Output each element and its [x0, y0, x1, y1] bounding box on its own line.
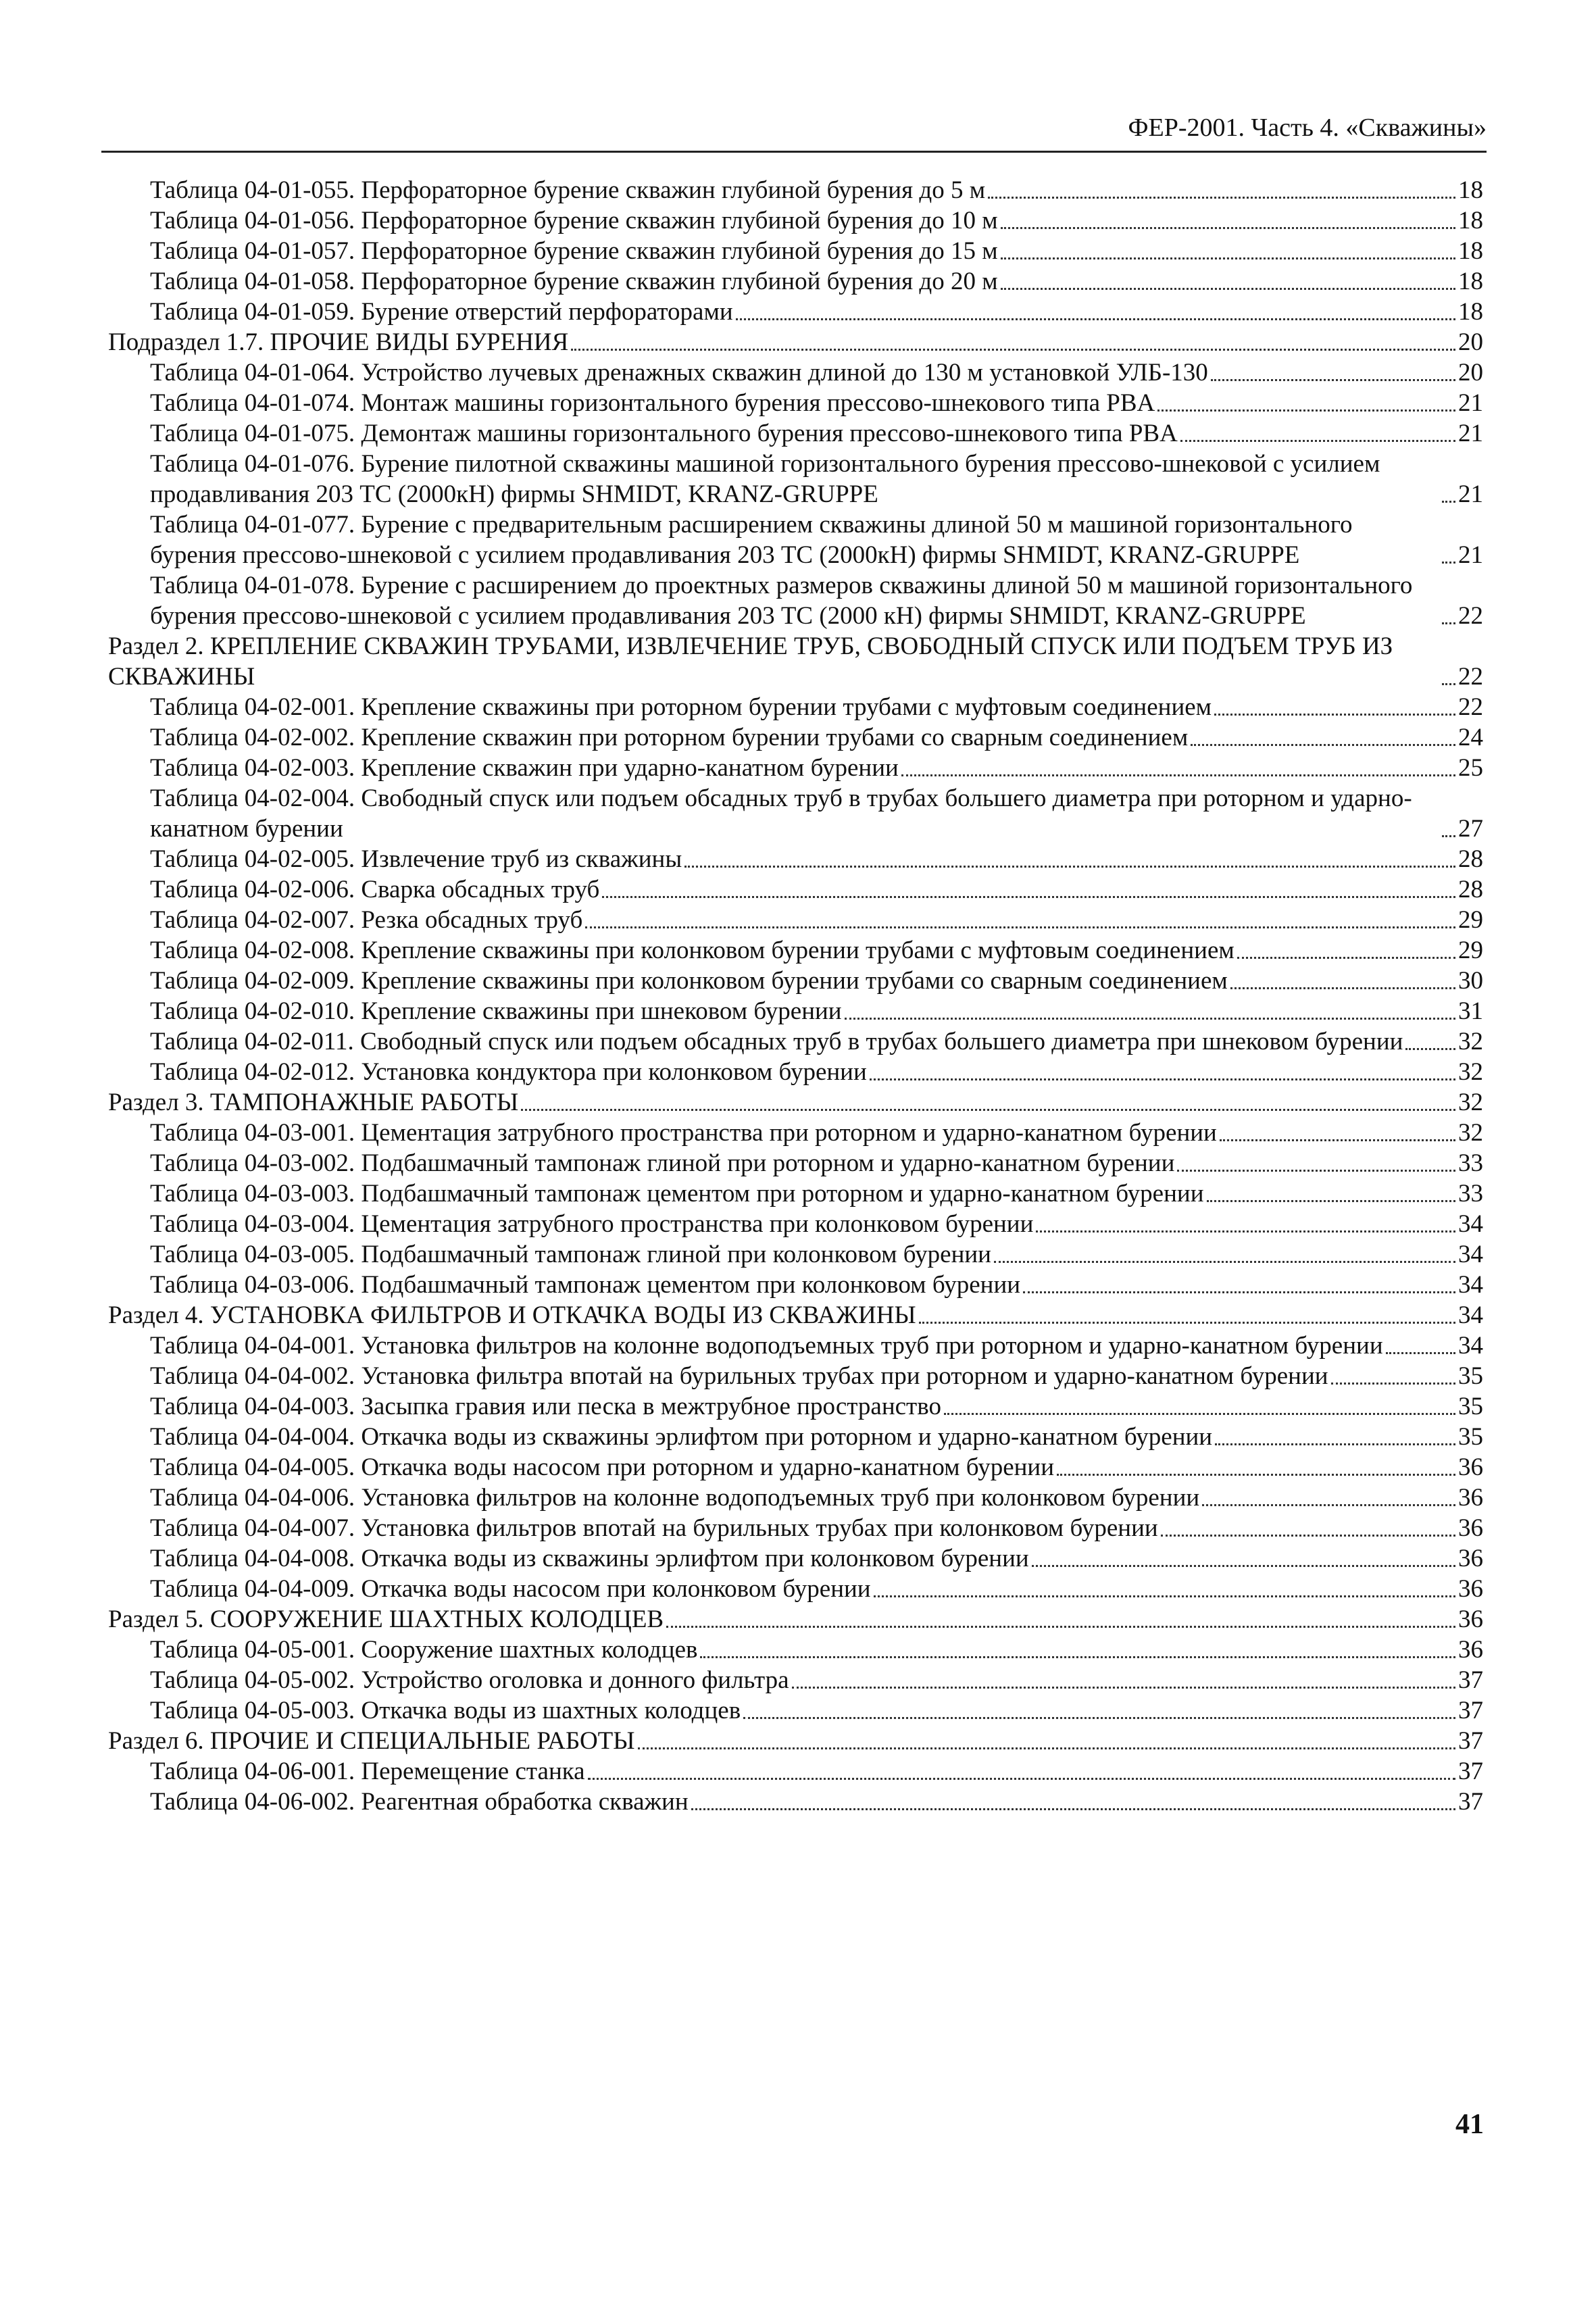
dot-leader — [1211, 379, 1455, 381]
toc-table-entry[interactable] — [108, 509, 1483, 570]
toc-table-entry[interactable] — [108, 1148, 1483, 1178]
toc-entry-title: Таблица 04-01-077. Бурение с предварительным расширением скважины длиной 50 м машиной горизонтального бурения прессово-шнековой с усилием продавливания 203 ТС (2000кН) фирмы SHMIDT, KRANZ-GRUPPE — [150, 511, 1353, 569]
dot-leader — [1157, 409, 1455, 412]
toc-entry-page: 22 — [1458, 663, 1483, 691]
toc-entry-title: Таблица 04-02-003. Крепление скважин при ударно-канатном бурении — [150, 754, 899, 782]
dot-leader — [1442, 622, 1455, 624]
toc-entry-title: Таблица 04-06-002. Реагентная обработка скважин — [150, 1788, 689, 1816]
toc-section-entry[interactable] — [108, 1087, 1483, 1118]
dot-leader — [1386, 1352, 1455, 1354]
toc-entry-page: 31 — [1458, 997, 1483, 1025]
dot-leader — [1023, 1291, 1455, 1293]
toc-table-entry[interactable] — [108, 783, 1483, 844]
toc-entry-page: 20 — [1458, 328, 1483, 356]
toc-entry-title: Таблица 04-04-006. Установка фильтров на колонне водоподъемных труб при колонковом бурении — [150, 1484, 1200, 1512]
toc-section-entry[interactable] — [108, 1300, 1483, 1330]
dot-leader — [1161, 1535, 1455, 1537]
toc-table-entry[interactable] — [108, 1118, 1483, 1148]
toc-entry-page: 18 — [1458, 207, 1483, 234]
toc-entry-title: Таблица 04-06-001. Перемещение станка — [150, 1758, 585, 1785]
toc-section-entry[interactable] — [108, 327, 1483, 357]
dot-leader — [1442, 501, 1455, 503]
toc-entry-title: Таблица 04-01-074. Монтаж машины горизонтального бурения прессово-шнекового типа PBA — [150, 389, 1155, 417]
page-number: 41 — [1455, 2109, 1484, 2140]
toc-entry-page: 22 — [1458, 693, 1483, 721]
toc-table-entry[interactable] — [108, 1422, 1483, 1452]
toc-entry-title: Таблица 04-01-059. Бурение отверстий перфораторами — [150, 298, 733, 326]
toc-entry-page: 32 — [1458, 1028, 1483, 1055]
toc-table-entry[interactable] — [108, 1209, 1483, 1239]
toc-entry-title: Таблица 04-03-005. Подбашмачный тампонаж глиной при колонковом бурении — [150, 1241, 991, 1268]
toc-entry-page: 29 — [1458, 906, 1483, 934]
dot-leader — [521, 1109, 1455, 1111]
toc-entry-title: Таблица 04-03-002. Подбашмачный тампонаж глиной при роторном и ударно-канатном бурении — [150, 1149, 1175, 1177]
dot-leader — [1230, 987, 1455, 989]
dot-leader — [1214, 714, 1455, 716]
toc-entry-title: Таблица 04-05-002. Устройство оголовка и донного фильтра — [150, 1666, 789, 1694]
toc-entry-title: Таблица 04-02-004. Свободный спуск или подъем обсадных труб в трубах большего диаметра при роторном и ударно-канатном бурении — [150, 785, 1412, 843]
dot-leader — [638, 1747, 1455, 1749]
dot-leader — [919, 1322, 1455, 1324]
toc-entry-title: Таблица 04-01-064. Устройство лучевых дренажных скважин длиной до 130 м установкой УЛБ-130 — [150, 359, 1208, 387]
dot-leader — [684, 866, 1455, 868]
toc-entry-page: 27 — [1458, 815, 1483, 843]
dot-leader — [1215, 1443, 1455, 1445]
toc-table-entry[interactable] — [108, 1787, 1483, 1817]
toc-entry-page: 34 — [1458, 1210, 1483, 1238]
toc-table-entry[interactable] — [108, 1543, 1483, 1574]
toc-entry-title: Таблица 04-04-007. Установка фильтров впотай на бурильных трубах при колонковом бурении — [150, 1514, 1158, 1542]
dot-leader — [1001, 288, 1455, 290]
dot-leader — [874, 1595, 1455, 1597]
toc-table-entry[interactable] — [108, 966, 1483, 996]
dot-leader — [1001, 257, 1455, 259]
dot-leader — [602, 896, 1455, 898]
toc-entry-page: 21 — [1458, 480, 1483, 508]
dot-leader — [944, 1413, 1455, 1415]
dot-leader — [691, 1808, 1455, 1810]
toc-entry-title: Раздел 5. СООРУЖЕНИЕ ШАХТНЫХ КОЛОДЦЕВ — [108, 1605, 664, 1633]
dot-leader — [1207, 1200, 1456, 1202]
toc-entry-page: 37 — [1458, 1727, 1483, 1755]
toc-entry-title: Таблица 04-01-075. Демонтаж машины горизонтального бурения прессово-шнекового типа PBA — [150, 420, 1178, 447]
toc-entry-page: 36 — [1458, 1636, 1483, 1664]
toc-entry-title: Таблица 04-02-010. Крепление скважины при шнековом бурении — [150, 997, 842, 1025]
toc-table-entry[interactable] — [108, 175, 1483, 205]
dot-leader — [666, 1626, 1455, 1628]
toc-entry-page: 37 — [1458, 1666, 1483, 1694]
toc-entry-page: 35 — [1458, 1362, 1483, 1390]
toc-entry-title: Таблица 04-04-001. Установка фильтров на колонне водоподъемных труб при роторном и ударно-канатном бурении — [150, 1332, 1383, 1360]
toc-table-entry[interactable] — [108, 996, 1483, 1026]
toc-entry-title: Таблица 04-02-009. Крепление скважины при колонковом бурении трубами со сварным соединением — [150, 967, 1228, 995]
toc-entry-title: Таблица 04-02-002. Крепление скважин при роторном бурении трубами со сварным соединением — [150, 724, 1189, 751]
toc-table-entry[interactable] — [108, 297, 1483, 327]
toc-entry-title: Таблица 04-02-011. Свободный спуск или подъем обсадных труб в трубах большего диаметра при шнековом бурении — [150, 1028, 1403, 1055]
toc-entry-page: 36 — [1458, 1605, 1483, 1633]
toc-entry-page: 30 — [1458, 967, 1483, 995]
dot-leader — [1032, 1565, 1455, 1567]
running-title: ФЕР-2001. Часть 4. «Скважины» — [1128, 114, 1487, 142]
toc-entry-title: Таблица 04-04-005. Откачка воды насосом при роторном и ударно-канатном бурении — [150, 1453, 1055, 1481]
toc-table-entry[interactable] — [108, 844, 1483, 874]
dot-leader — [994, 1261, 1455, 1263]
toc-table-entry[interactable] — [108, 1391, 1483, 1422]
toc-entry-page: 34 — [1458, 1301, 1483, 1329]
toc-table-entry[interactable] — [108, 935, 1483, 966]
dot-leader — [1057, 1474, 1455, 1476]
toc-entry-page: 37 — [1458, 1697, 1483, 1724]
toc-entry-page: 18 — [1458, 237, 1483, 265]
toc-table-entry[interactable] — [108, 1483, 1483, 1513]
toc-entry-title: Таблица 04-04-002. Установка фильтра впотай на бурильных трубах при роторном и ударно-канатном бурении — [150, 1362, 1328, 1390]
toc-entry-page: 32 — [1458, 1119, 1483, 1147]
toc-table-entry[interactable] — [108, 692, 1483, 722]
toc-entry-page: 28 — [1458, 845, 1483, 873]
toc-entry-page: 22 — [1458, 602, 1483, 630]
toc-entry-title: Таблица 04-03-004. Цементация затрубного пространства при колонковом бурении — [150, 1210, 1034, 1238]
toc-entry-title: Таблица 04-02-008. Крепление скважины при колонковом бурении трубами с муфтовым соединением — [150, 937, 1235, 964]
toc-entry-page: 34 — [1458, 1271, 1483, 1299]
toc-table-entry[interactable] — [108, 570, 1483, 631]
toc-entry-page: 35 — [1458, 1423, 1483, 1451]
toc-table-entry[interactable] — [108, 1270, 1483, 1300]
toc-entry-title: Таблица 04-01-078. Бурение с расширением до проектных размеров скважины длиной 50 м машиной горизонтального бурения прессово-шнековой с усилием продавливания 203 ТС (2000 кН) фирмы SHMIDT, KRANZ-GRUPPE — [150, 572, 1413, 630]
toc-entry-page: 28 — [1458, 876, 1483, 903]
dot-leader — [743, 1717, 1455, 1719]
toc-entry-page: 36 — [1458, 1484, 1483, 1512]
toc-table-entry[interactable] — [108, 1361, 1483, 1391]
toc-entry-page: 37 — [1458, 1758, 1483, 1785]
table-of-contents — [108, 175, 1483, 1817]
toc-entry-page: 24 — [1458, 724, 1483, 751]
toc-table-entry[interactable] — [108, 266, 1483, 297]
dot-leader — [901, 774, 1455, 776]
toc-entry-page: 20 — [1458, 359, 1483, 387]
dot-leader — [1177, 1170, 1455, 1172]
toc-table-entry[interactable] — [108, 1026, 1483, 1057]
toc-entry-title: Таблица 04-04-008. Откачка воды из скважины эрлифтом при колонковом бурении — [150, 1545, 1029, 1572]
toc-section-entry[interactable] — [108, 631, 1483, 692]
dot-leader — [1442, 683, 1455, 685]
dot-leader — [870, 1078, 1455, 1080]
toc-entry-title: Таблица 04-02-007. Резка обсадных труб — [150, 906, 583, 934]
toc-table-entry[interactable] — [108, 1513, 1483, 1543]
toc-table-entry[interactable] — [108, 418, 1483, 449]
dot-leader — [1442, 562, 1455, 564]
toc-entry-title: Таблица 04-02-012. Установка кондуктора при колонковом бурении — [150, 1058, 867, 1086]
toc-section-entry[interactable] — [108, 1726, 1483, 1756]
toc-entry-page: 18 — [1458, 176, 1483, 204]
toc-entry-title: Раздел 4. УСТАНОВКА ФИЛЬТРОВ И ОТКАЧКА ВОДЫ ИЗ СКВАЖИНЫ — [108, 1301, 916, 1329]
dot-leader — [1405, 1048, 1455, 1050]
toc-entry-page: 29 — [1458, 937, 1483, 964]
toc-table-entry[interactable] — [108, 205, 1483, 236]
toc-entry-title: Таблица 04-02-006. Сварка обсадных труб — [150, 876, 600, 903]
dot-leader — [585, 926, 1455, 928]
toc-entry-page: 21 — [1458, 389, 1483, 417]
dot-leader — [1191, 744, 1455, 746]
toc-entry-title: Таблица 04-03-006. Подбашмачный тампонаж цементом при колонковом бурении — [150, 1271, 1021, 1299]
running-header — [101, 111, 1487, 153]
dot-leader — [736, 318, 1455, 320]
toc-entry-title: Раздел 2. КРЕПЛЕНИЕ СКВАЖИН ТРУБАМИ, ИЗВЛЕЧЕНИЕ ТРУБ, СВОБОДНЫЙ СПУСК ИЛИ ПОДЪЕМ ТРУБ ИЗ СКВАЖИНЫ — [108, 632, 1393, 691]
toc-entry-title: Раздел 3. ТАМПОНАЖНЫЕ РАБОТЫ — [108, 1089, 519, 1116]
toc-entry-page: 32 — [1458, 1089, 1483, 1116]
toc-entry-title: Таблица 04-01-055. Перфораторное бурение скважин глубиной бурения до 5 м — [150, 176, 986, 204]
toc-entry-page: 32 — [1458, 1058, 1483, 1086]
toc-table-entry[interactable] — [108, 1756, 1483, 1787]
toc-entry-title: Таблица 04-01-057. Перфораторное бурение скважин глубиной бурения до 15 м — [150, 237, 998, 265]
toc-table-entry[interactable] — [108, 449, 1483, 509]
toc-entry-title: Таблица 04-04-003. Засыпка гравия или песка в межтрубное пространство — [150, 1393, 941, 1420]
toc-entry-title: Таблица 04-01-076. Бурение пилотной скважины машиной горизонтального бурения прессово-шнековой с усилием продавливания 203 ТС (2000кН) фирмы SHMIDT, KRANZ-GRUPPE — [150, 450, 1380, 508]
toc-entry-title: Таблица 04-04-004. Откачка воды из скважины эрлифтом при роторном и ударно-канатном бурении — [150, 1423, 1213, 1451]
toc-entry-page: 18 — [1458, 298, 1483, 326]
toc-table-entry[interactable] — [108, 905, 1483, 935]
toc-section-entry[interactable] — [108, 1604, 1483, 1635]
dot-leader — [1220, 1139, 1455, 1141]
toc-table-entry[interactable] — [108, 1178, 1483, 1209]
dot-leader — [792, 1687, 1455, 1689]
toc-entry-title: Таблица 04-01-058. Перфораторное бурение скважин глубиной бурения до 20 м — [150, 268, 998, 295]
toc-entry-title: Таблица 04-03-003. Подбашмачный тампонаж цементом при роторном и ударно-канатном бурении — [150, 1180, 1204, 1208]
toc-table-entry[interactable] — [108, 1665, 1483, 1695]
toc-entry-page: 35 — [1458, 1393, 1483, 1420]
toc-table-entry[interactable] — [108, 357, 1483, 388]
toc-entry-title: Таблица 04-02-005. Извлечение труб из скважины — [150, 845, 682, 873]
toc-entry-page: 34 — [1458, 1332, 1483, 1360]
toc-entry-page: 25 — [1458, 754, 1483, 782]
toc-table-entry[interactable] — [108, 753, 1483, 783]
dot-leader — [1442, 835, 1455, 837]
toc-table-entry[interactable] — [108, 1452, 1483, 1483]
dot-leader — [845, 1018, 1455, 1020]
toc-table-entry[interactable] — [108, 388, 1483, 418]
dot-leader — [571, 349, 1455, 351]
toc-entry-title: Раздел 6. ПРОЧИЕ И СПЕЦИАЛЬНЫЕ РАБОТЫ — [108, 1727, 635, 1755]
dot-leader — [988, 197, 1455, 199]
dot-leader — [1180, 440, 1455, 442]
toc-table-entry[interactable] — [108, 1574, 1483, 1604]
toc-entry-page: 33 — [1458, 1149, 1483, 1177]
toc-entry-title: Таблица 04-05-003. Откачка воды из шахтных колодцев — [150, 1697, 741, 1724]
toc-table-entry[interactable] — [108, 1695, 1483, 1726]
dot-leader — [1202, 1504, 1455, 1506]
toc-entry-page: 36 — [1458, 1453, 1483, 1481]
toc-entry-title: Подраздел 1.7. ПРОЧИЕ ВИДЫ БУРЕНИЯ — [108, 328, 569, 356]
toc-table-entry[interactable] — [108, 1330, 1483, 1361]
toc-table-entry[interactable] — [108, 1057, 1483, 1087]
toc-entry-title: Таблица 04-04-009. Откачка воды насосом при колонковом бурении — [150, 1575, 871, 1603]
toc-table-entry[interactable] — [108, 874, 1483, 905]
toc-table-entry[interactable] — [108, 236, 1483, 266]
toc-table-entry[interactable] — [108, 722, 1483, 753]
toc-entry-title: Таблица 04-01-056. Перфораторное бурение скважин глубиной бурения до 10 м — [150, 207, 998, 234]
dot-leader — [1331, 1383, 1455, 1385]
toc-entry-page: 33 — [1458, 1180, 1483, 1208]
toc-entry-page: 36 — [1458, 1545, 1483, 1572]
toc-entry-page: 36 — [1458, 1575, 1483, 1603]
dot-leader — [1001, 227, 1455, 229]
toc-table-entry[interactable] — [108, 1239, 1483, 1270]
toc-entry-page: 34 — [1458, 1241, 1483, 1268]
dot-leader — [1237, 957, 1455, 959]
dot-leader — [700, 1656, 1455, 1658]
toc-entry-page: 21 — [1458, 420, 1483, 447]
toc-entry-title: Таблица 04-02-001. Крепление скважины при роторном бурении трубами с муфтовым соединением — [150, 693, 1212, 721]
toc-entry-title: Таблица 04-03-001. Цементация затрубного пространства при роторном и ударно-канатном бурении — [150, 1119, 1217, 1147]
dot-leader — [588, 1778, 1455, 1780]
toc-entry-page: 18 — [1458, 268, 1483, 295]
toc-entry-page: 21 — [1458, 541, 1483, 569]
toc-table-entry[interactable] — [108, 1635, 1483, 1665]
dot-leader — [1036, 1230, 1455, 1233]
toc-entry-page: 36 — [1458, 1514, 1483, 1542]
toc-entry-title: Таблица 04-05-001. Сооружение шахтных колодцев — [150, 1636, 698, 1664]
toc-entry-page: 37 — [1458, 1788, 1483, 1816]
